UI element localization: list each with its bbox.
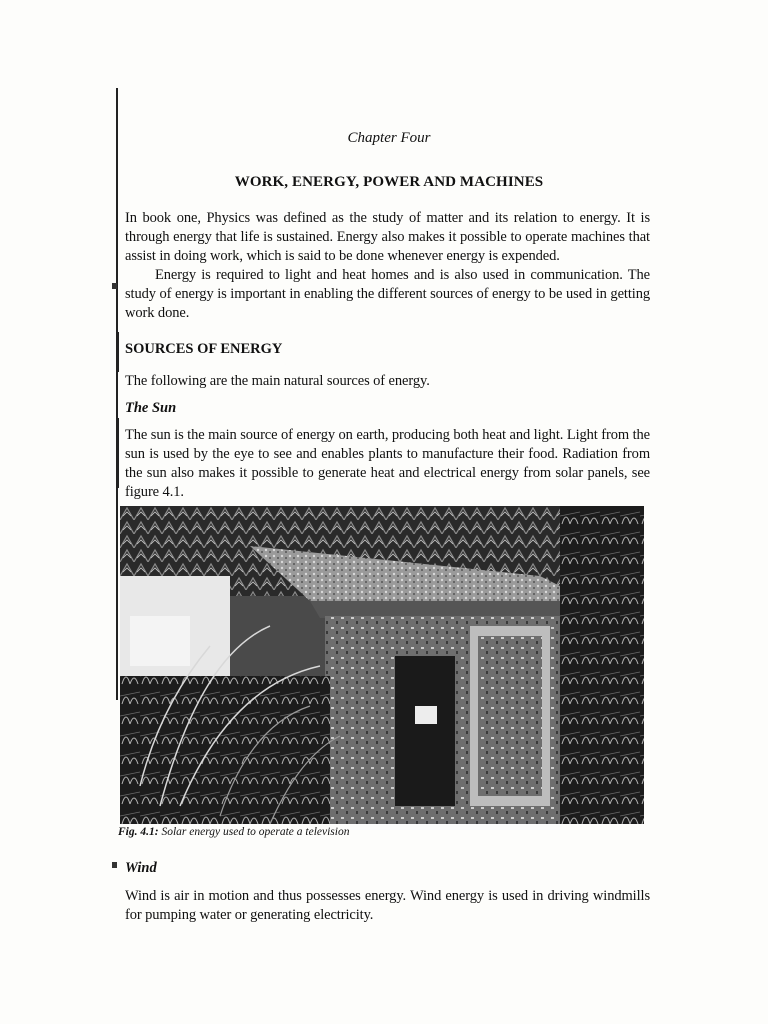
scan-speck (112, 283, 117, 289)
chapter-label: Chapter Four (347, 130, 431, 146)
chapter-title: WORK, ENERGY, POWER AND MACHINES (234, 174, 544, 190)
section-heading: SOURCES OF ENERGY (125, 341, 283, 357)
photo-illustration (120, 506, 644, 824)
figure-caption-text: Solar energy used to operate a television (161, 826, 350, 838)
sun-subheading: The Sun (125, 400, 177, 416)
wind-subheading: Wind (125, 860, 157, 876)
wind-paragraph: Wind is air in motion and thus possesses energy. Wind energy is used in driving windmills for pumping water or generating electricity. (125, 888, 650, 923)
solar-tv-photo (120, 506, 644, 824)
intro-paragraph-2: Energy is required to light and heat homes and is also used in communication. The study of energy is important in enabling the different sources of energy to be used in getting work done. (125, 267, 650, 321)
sun-paragraph: The sun is the main source of energy on earth, producing both heat and light. Light from the sun is used by the eye to see and enables plants to manufacture their food. Radiation from the sun also makes it possible to generate heat and electrical energy from solar panels, see figure 4.1. (125, 427, 650, 500)
scan-speck (112, 862, 117, 868)
binding-mark (116, 418, 119, 488)
binding-mark (116, 332, 119, 372)
intro-paragraph-1: In book one, Physics was defined as the study of matter and its relation to energy. It is through energy that life is sustained. Energy also makes it possible to operate machines that assist in doing work, which is said to be done whenever energy is expended. (125, 210, 650, 264)
figure-caption (118, 826, 349, 838)
sources-intro: The following are the main natural sources of energy. (125, 373, 430, 389)
figure-caption-label: Fig. 4.1: (118, 826, 159, 838)
